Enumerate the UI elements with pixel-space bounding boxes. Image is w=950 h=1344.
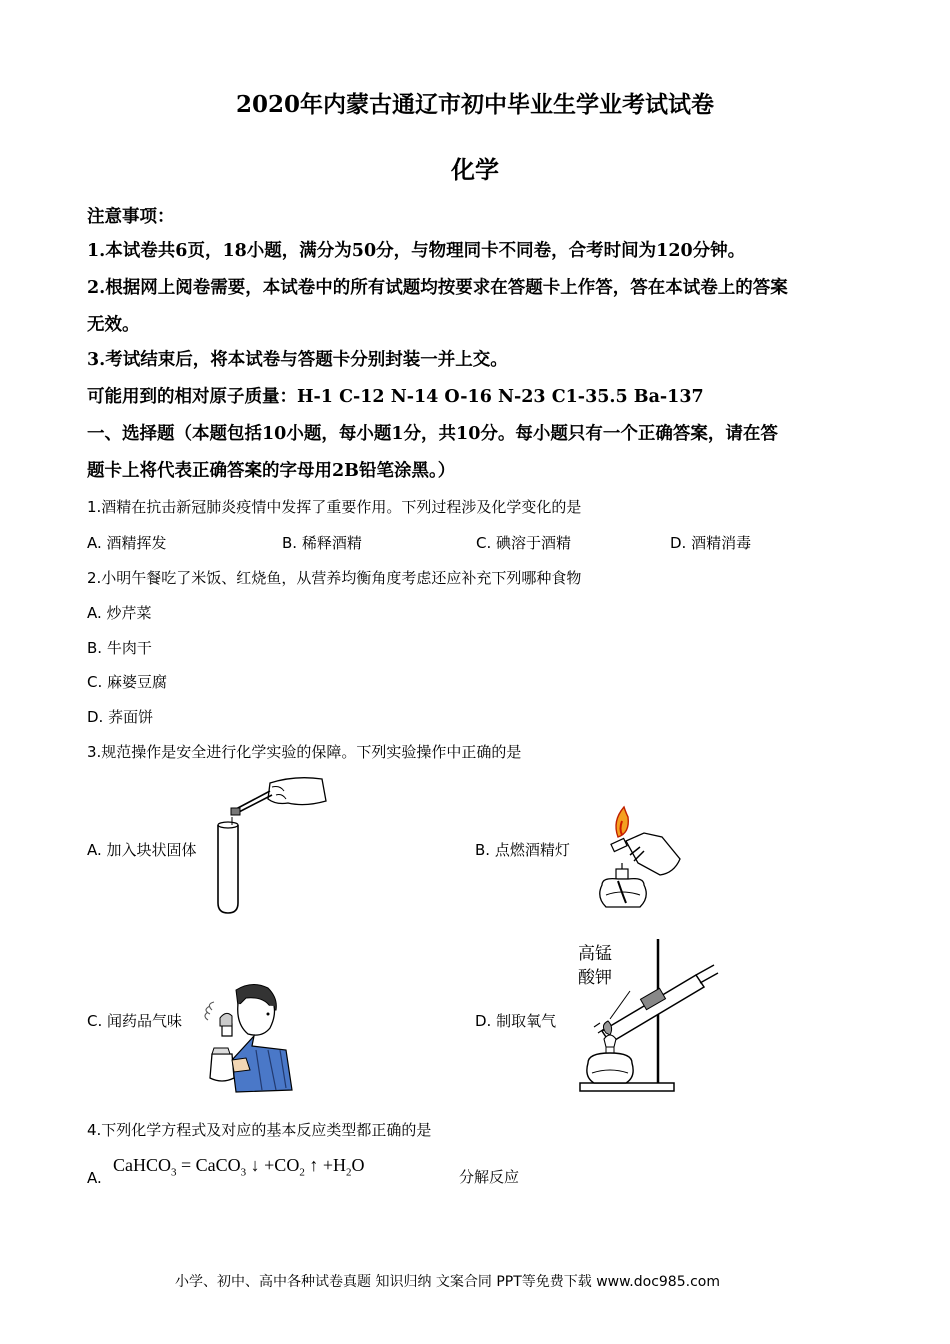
- figure-oxygen-apparatus: [570, 935, 720, 1095]
- question-1-option-a: A. 酒精挥发: [87, 534, 167, 552]
- question-3-stem: 3.规范操作是安全进行化学实验的保障。下列实验操作中正确的是: [87, 743, 522, 761]
- notice-item-2-line-1: 2.根据网上阅卷需要，本试卷中的所有试题均按要求在答题卡上作答，答在本试卷上的答案: [87, 278, 788, 298]
- figure-alcohol-lamp: [582, 803, 690, 915]
- question-2-option-c: C. 麻婆豆腐: [87, 673, 168, 691]
- question-3-option-d: D. 制取氧气: [475, 1012, 557, 1030]
- question-1-option-d: D. 酒精消毒: [670, 534, 752, 552]
- question-4-option-a-equation: CaHCO$_3$ = CaCO$_3$ ↓ $+CO_2$ ↑ $+H_2O$: [113, 1155, 365, 1179]
- question-4-option-a-letter: A.: [87, 1169, 102, 1187]
- exam-title: 2020年内蒙古通辽市初中毕业生学业考试试卷: [235, 91, 714, 118]
- question-4-option-a-reaction-type: 分解反应: [459, 1168, 520, 1186]
- notice-heading: 注意事项：: [87, 207, 175, 227]
- question-4-stem: 4.下列化学方程式及对应的基本反应类型都正确的是: [87, 1121, 432, 1139]
- notice-item-3: 3.考试结束后，将本试卷与答题卡分别封装一并上交。: [87, 350, 508, 370]
- figure-child-smelling: [196, 980, 304, 1098]
- question-3-option-c: C. 闻药品气味: [87, 1012, 183, 1030]
- figure-label-line-1: 高锰: [578, 944, 612, 964]
- notice-item-1: 1.本试卷共6页，18小题，满分为50分，与物理同卡不同卷，合考时间为120分钟。: [87, 241, 746, 261]
- section-1-instructions-line-2: 题卡上将代表正确答案的字母用2B铅笔涂黑。）: [87, 461, 456, 481]
- question-2-stem: 2.小明午餐吃了米饭、红烧鱼，从营养均衡角度考虑还应补充下列哪种食物: [87, 569, 582, 587]
- question-2-option-a: A. 炒芹菜: [87, 604, 152, 622]
- question-3-option-b: B. 点燃酒精灯: [475, 841, 570, 859]
- subject-title: 化学: [451, 155, 499, 184]
- question-2-option-b: B. 牛肉干: [87, 639, 152, 657]
- question-1-stem: 1.酒精在抗击新冠肺炎疫情中发挥了重要作用。下列过程涉及化学变化的是: [87, 498, 582, 516]
- atomic-mass-line: 可能用到的相对原子质量：H-1 C-12 N-14 O-16 N-23 C1-35.5 Ba-137: [87, 387, 704, 407]
- figure-test-tube-tweezers: [210, 773, 328, 915]
- page-footer: 小学、初中、高中各种试卷真题 知识归纳 文案合同 PPT等免费下载 www.doc985.com: [175, 1274, 720, 1290]
- question-1-option-c: C. 碘溶于酒精: [476, 534, 572, 552]
- figure-label-line-2: 酸钾: [578, 968, 612, 988]
- question-1-option-b: B. 稀释酒精: [282, 534, 362, 552]
- question-2-option-d: D. 荞面饼: [87, 708, 154, 726]
- notice-item-2-line-2: 无效。: [87, 315, 140, 335]
- question-3-option-a: A. 加入块状固体: [87, 841, 197, 859]
- section-1-instructions-line-1: 一、选择题（本题包括10小题，每小题1分，共10分。每小题只有一个正确答案，请在答: [87, 424, 778, 444]
